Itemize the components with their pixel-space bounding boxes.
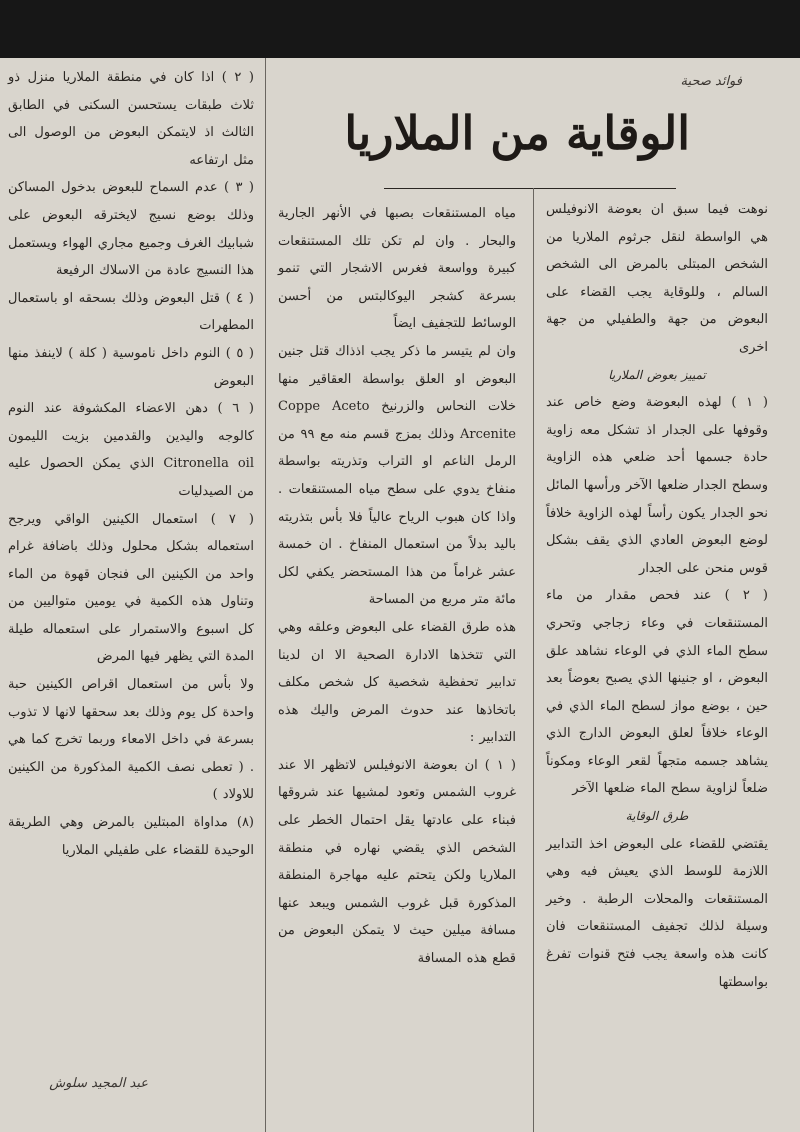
paragraph: مياه المستنقعات بصبها في الأنهر الجارية والبحار . وان لم تكن تلك المستنقعات كبيرة وواسعة فغرس الاشجار التي تنمو بسرعة كشجر اليوكالبتس من أحسن الوسائط للتجفيف ايضاً xyxy=(278,206,516,332)
paragraph: ( ١ ) لهذه البعوضة وضع خاص عند وقوفها على الجدار اذ تشكل معه زاوية حادة جسمها أحد ضلعي هذه الزاوية وسطح الجدار ضلعها الآخر ورأسها المائل نحو الجدار يكون رأساً لهذه الزاوية خلافاً لوضع البعوض العادي الذي يقف بشكل قوس منحن على الجدار xyxy=(546,395,768,576)
column-middle xyxy=(278,200,516,973)
paragraph: نوهت فيما سبق ان بعوضة الانوفيلس هي الواسطة لنقل جرثوم الملاريا من الشخص المبتلى بالمرض الى الشخص السالم ، وللوقاية يجب القضاء على البعوض من جهة والطفيلي من جهة اخرى xyxy=(546,202,768,355)
paragraph: (٨) مداواة المبتلين بالمرض وهي الطريقة الوحيدة للقضاء على طفيلي الملاريا xyxy=(8,815,254,858)
newspaper-page xyxy=(0,58,800,1132)
paragraph: ولا بأس من استعمال اقراص الكينين حبة واحدة كل يوم وذلك بعد سحقها لانها لا تذوب بسرعة في داخل الامعاء وربما تخرج كما هي . ( تعطى نصف الكمية المذكورة من الكينين للاولاد ) xyxy=(8,677,254,803)
paragraph: يقتضي للقضاء على البعوض اخذ التدابير اللازمة للوسط الذي يعيش فيه وهي المستنقعات والمحلات الرطبة . وخير وسيلة لذلك تجفيف المستنقعات فان كانت هذه واسعة يجب فتح قنوات تفرغ بواسطتها xyxy=(546,836,768,990)
article-title: الوقاية من الملاريا xyxy=(344,106,690,160)
column-divider-left xyxy=(265,58,266,1132)
column-divider-right xyxy=(533,188,534,1132)
scan-border xyxy=(0,0,800,58)
section-label: فوائد صحية xyxy=(680,74,742,89)
paragraph: ( ٢ ) اذا كان في منطقة الملاريا منزل ذو ثلاث طبقات يستحسن السكنى في الطابق الثالث اذ لايتمكن البعوض من الوصول الى مثل ارتفاعه xyxy=(8,70,254,168)
paragraph: ( ٧ ) استعمال الكينين الواقي ويرجح استعماله بشكل محلول وذلك باضافة غرام واحد من الكينين الى فنجان قهوة من الماء وتناول هذه الكمية في يومين متواليين من كل اسبوع والاستمرار على استعماله طيلة المدة التي يظهر فيها المرض xyxy=(8,511,254,665)
paragraph: ( ٤ ) قتل البعوض وذلك بسحقه او باستعمال المطهرات xyxy=(8,290,254,334)
paragraph: ( ٥ ) النوم داخل ناموسية ( كلة ) لاينفذ منها البعوض xyxy=(8,345,254,389)
column-right xyxy=(546,196,768,996)
paragraph: هذه طرق القضاء على البعوض وعلقه وهي التي تتخذها الادارة الصحية الا ان لدينا تدابير تحفظية شخصية كل شخص مكلف باتخاذها عند حدوث المرض واليك هذه التدابير : xyxy=(278,619,516,746)
title-underline xyxy=(384,188,676,189)
paragraph: ( ٢ ) عند فحص مقدار من ماء المستنقعات في وعاء زجاجي وتحري سطح الماء الذي في الوعاء نشاهد علق البعوض ، او جنينها الذي يصبح بعوضاً بعد حين ، بوضع مواز لسطح الماء الذي في الوعاء خلافاً لعلق البعوض الدارج الذي يشاهد جسمه متجهاً لقعر الوعاء ومكوناً ضلعاً لزاوية سطح الماء ضلعها الآخر xyxy=(546,588,768,797)
author-signature: عبد المجيد سلوش xyxy=(49,1076,148,1091)
subheading: تمييز بعوض الملاريا xyxy=(608,367,706,382)
paragraph: ( ١ ) ان بعوضة الانوفيلس لاتظهر الا عند غروب الشمس وتعود لمشيها عند شروقها فبناء على عادتها يقل احتمال الخطر على الشخص الذي يقضي نهاره في منطقة الملاريا ولكن يتحتم عليه مهاجرة المنطقة المذكورة قبل غروب الشمس ويبعد عنها مسافة ميلين حيث لا يتمكن البعوض من قطع هذه المسافة xyxy=(278,757,516,967)
subheading: طرق الوقاية xyxy=(625,809,689,824)
paragraph: وان لم يتيسر ما ذكر يجب اذذاك قتل جنين البعوض او العلق بواسطة العقاقير منها خلات النحاس والزرنيخ Coppe Aceto Arcenite وذلك بمزج قسم منه مع ٩٩ من الرمل الناعم او التراب وتذريته بواسطة منفاخ يدوي على سطح مياه المستنقعات . واذا كان هبوب الرياح عالياً فلا بأس بتذريته باليد بدلاً من استعمال المنفاخ . ان خمسة عشر غراماً من هذا المستحضر يكفي لكل مائة متر مربع من المساحة xyxy=(278,343,517,608)
column-left xyxy=(8,64,254,864)
paragraph: ( ٣ ) عدم السماح للبعوض بدخول المساكن وذلك بوضع نسيج لايخترقه البعوض على شبابيك الغرف وجميع مجاري الهواء ويستعمل هذا النسيج عادة من الاسلاك الرفيعة xyxy=(8,180,254,279)
paragraph: ( ٦ ) دهن الاعضاء المكشوفة عند النوم كالوجه واليدين والقدمين بزيت الليمون Citronella oil الذي يمكن الحصول عليه من الصيدليات xyxy=(8,401,254,499)
